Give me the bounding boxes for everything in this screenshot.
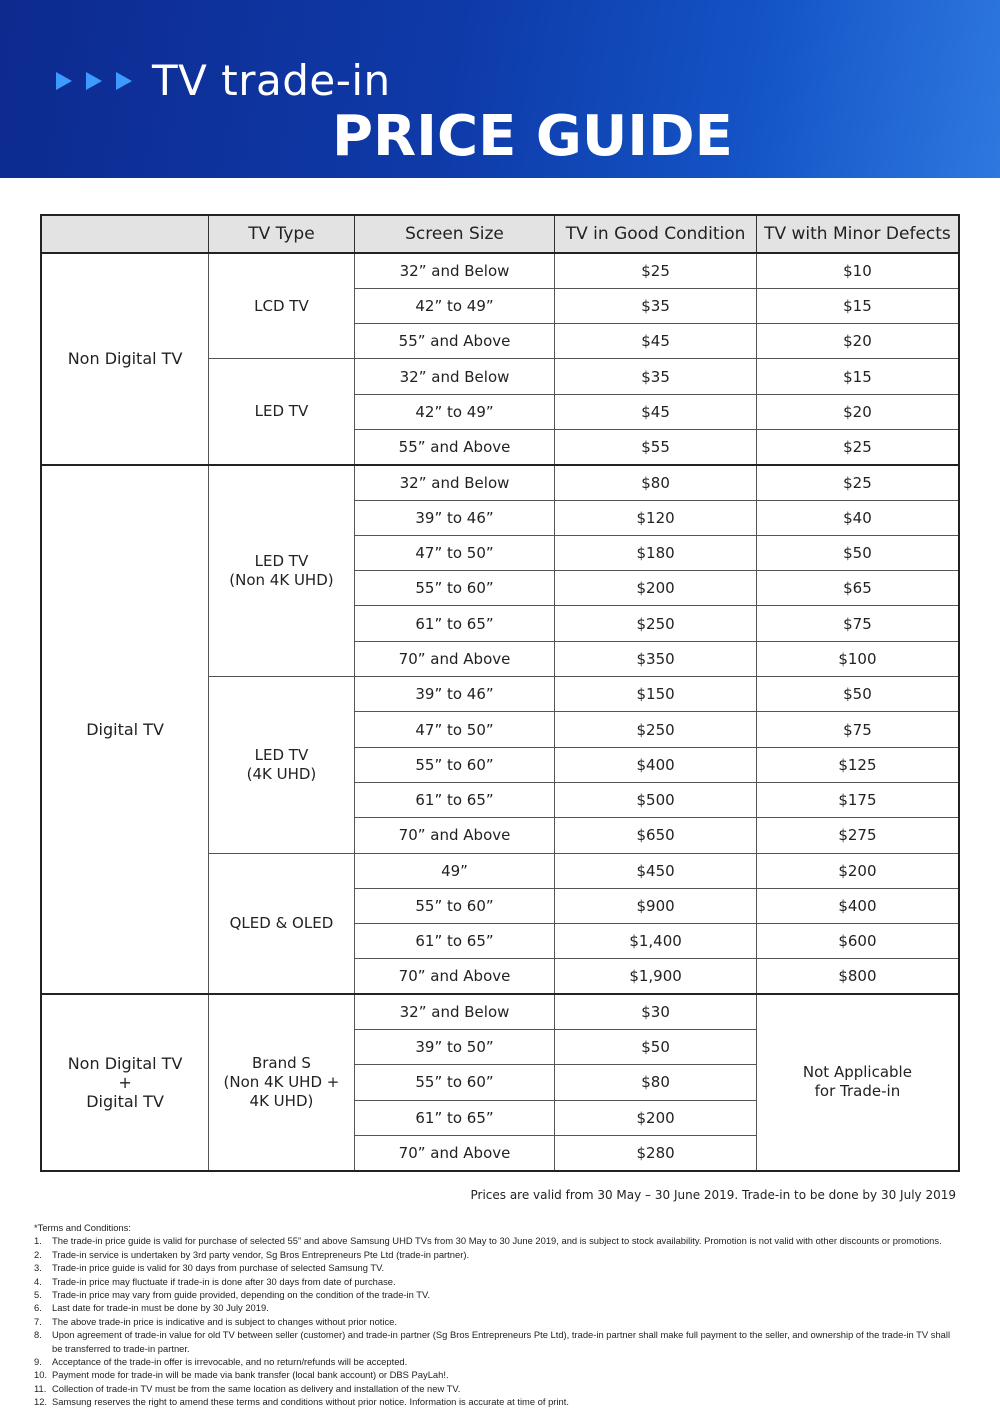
tv-type-cell: QLED & OLED <box>209 853 355 994</box>
good-condition-price-cell: $500 <box>555 782 757 817</box>
terms-item-text: Upon agreement of trade-in value for old TV between seller (customer) and trade-in partner (Sg Bros Entrepreneurs Pte Ltd), trade-in partner shall make full payment to the seller, and ownership of the trade-in TV shall be transferred to trade-in partner. <box>52 1329 951 1354</box>
minor-defects-price-cell: $50 <box>756 535 959 570</box>
good-condition-price-cell: $400 <box>555 747 757 782</box>
minor-defects-price-cell: $125 <box>756 747 959 782</box>
screen-size-cell: 61” to 65” <box>354 782 555 817</box>
terms-item-text: Trade-in price guide is valid for 30 days from purchase of selected Samsung TV. <box>52 1262 385 1274</box>
page-title: PRICE GUIDE <box>332 104 733 169</box>
terms-item-number: 3. <box>34 1262 42 1274</box>
minor-defects-price-cell: $10 <box>756 253 959 288</box>
price-table-body <box>41 253 959 1171</box>
terms-item-number: 7. <box>34 1315 42 1327</box>
screen-size-cell: 32” and Below <box>354 465 555 500</box>
minor-defects-price-cell: $400 <box>756 888 959 923</box>
table-row <box>41 253 959 288</box>
screen-size-cell: 55” to 60” <box>354 1065 555 1100</box>
screen-size-cell: 70” and Above <box>354 959 555 994</box>
good-condition-price-cell: $180 <box>555 535 757 570</box>
screen-size-cell: 55” and Above <box>354 429 555 464</box>
good-condition-price-cell: $450 <box>555 853 757 888</box>
table-row <box>41 465 959 500</box>
minor-defects-price-cell: $275 <box>756 818 959 853</box>
minor-defects-price-cell: $175 <box>756 782 959 817</box>
good-condition-price-cell: $50 <box>555 1030 757 1065</box>
good-condition-price-cell: $45 <box>555 324 757 359</box>
good-condition-price-cell: $200 <box>555 571 757 606</box>
header-subtitle: TV trade-in <box>152 56 391 105</box>
good-condition-price-cell: $25 <box>555 253 757 288</box>
good-condition-price-cell: $80 <box>555 465 757 500</box>
minor-defects-price-cell: $20 <box>756 324 959 359</box>
screen-size-cell: 61” to 65” <box>354 924 555 959</box>
minor-defects-price-cell: $40 <box>756 500 959 535</box>
terms-item-number: 12. <box>34 1396 48 1408</box>
column-header-tv-type: TV Type <box>209 215 355 253</box>
terms-item <box>34 1355 954 1368</box>
screen-size-cell: 55” to 60” <box>354 888 555 923</box>
price-table <box>40 214 960 1172</box>
header-banner <box>0 0 1000 178</box>
terms-item-text: Trade-in price may fluctuate if trade-in is done after 30 days from date of purchase. <box>52 1275 396 1287</box>
play-arrow-icon <box>116 72 132 90</box>
column-header-minor-defects: TV with Minor Defects <box>756 215 959 253</box>
good-condition-price-cell: $250 <box>555 712 757 747</box>
minor-defects-price-cell: $15 <box>756 359 959 394</box>
good-condition-price-cell: $45 <box>555 394 757 429</box>
minor-defects-price-cell: $800 <box>756 959 959 994</box>
good-condition-price-cell: $80 <box>555 1065 757 1100</box>
screen-size-cell: 42” to 49” <box>354 288 555 323</box>
minor-defects-price-cell: $75 <box>756 712 959 747</box>
column-header-category <box>41 215 209 253</box>
terms-item-text: Payment mode for trade-in will be made via bank transfer (local bank account) or DBS PayLah!. <box>52 1369 449 1381</box>
category-cell: Digital TV <box>41 465 209 994</box>
good-condition-price-cell: $150 <box>555 677 757 712</box>
terms-item <box>34 1368 954 1381</box>
terms-heading: *Terms and Conditions: <box>34 1222 131 1233</box>
minor-defects-price-cell: $50 <box>756 677 959 712</box>
screen-size-cell: 70” and Above <box>354 818 555 853</box>
terms-and-conditions <box>34 1221 954 1409</box>
terms-item-number: 4. <box>34 1275 42 1287</box>
terms-item-text: Acceptance of the trade-in offer is irrevocable, and no return/refunds will be accepted. <box>52 1356 408 1368</box>
price-table-wrapper <box>40 214 960 1172</box>
screen-size-cell: 55” to 60” <box>354 747 555 782</box>
good-condition-price-cell: $350 <box>555 641 757 676</box>
terms-item-text: The trade-in price guide is valid for purchase of selected 55” and above Samsung UHD TVs from 30 May to 30 June 2019, and is subject to stock availability. Promotion is not valid with other discounts or promotions. <box>52 1235 942 1247</box>
terms-item-text: Trade-in price may vary from guide provided, depending on the condition of the trade-in TV. <box>52 1289 430 1301</box>
tv-type-cell: LED TV <box>209 359 355 465</box>
screen-size-cell: 49” <box>354 853 555 888</box>
minor-defects-price-cell: $200 <box>756 853 959 888</box>
minor-defects-price-cell: $20 <box>756 394 959 429</box>
screen-size-cell: 70” and Above <box>354 641 555 676</box>
tv-type-cell: LED TV (Non 4K UHD) <box>209 465 355 677</box>
good-condition-price-cell: $55 <box>555 429 757 464</box>
play-arrow-icon <box>56 72 72 90</box>
arrows-decoration <box>56 72 132 90</box>
screen-size-cell: 39” to 50” <box>354 1030 555 1065</box>
terms-item-number: 6. <box>34 1302 42 1314</box>
minor-defects-price-cell: $75 <box>756 606 959 641</box>
terms-item <box>34 1275 954 1288</box>
terms-item-number: 2. <box>34 1248 42 1260</box>
good-condition-price-cell: $120 <box>555 500 757 535</box>
terms-item <box>34 1301 954 1314</box>
screen-size-cell: 61” to 65” <box>354 606 555 641</box>
terms-item <box>34 1248 954 1261</box>
tv-type-cell: LCD TV <box>209 253 355 359</box>
minor-defects-price-cell: $65 <box>756 571 959 606</box>
minor-defects-price-cell: $25 <box>756 465 959 500</box>
screen-size-cell: 55” to 60” <box>354 571 555 606</box>
tv-type-cell: Brand S (Non 4K UHD + 4K UHD) <box>209 994 355 1170</box>
good-condition-price-cell: $35 <box>555 359 757 394</box>
terms-item <box>34 1328 954 1355</box>
minor-defects-price-cell: $25 <box>756 429 959 464</box>
table-header-row <box>41 215 959 253</box>
good-condition-price-cell: $250 <box>555 606 757 641</box>
good-condition-price-cell: $1,900 <box>555 959 757 994</box>
table-row <box>41 994 959 1029</box>
screen-size-cell: 32” and Below <box>354 994 555 1029</box>
good-condition-price-cell: $650 <box>555 818 757 853</box>
terms-item-number: 11. <box>34 1382 47 1394</box>
screen-size-cell: 42” to 49” <box>354 394 555 429</box>
screen-size-cell: 39” to 46” <box>354 500 555 535</box>
good-condition-price-cell: $35 <box>555 288 757 323</box>
terms-item <box>34 1261 954 1274</box>
column-header-screen-size: Screen Size <box>354 215 555 253</box>
screen-size-cell: 55” and Above <box>354 324 555 359</box>
good-condition-price-cell: $200 <box>555 1100 757 1135</box>
terms-item-text: Last date for trade-in must be done by 30 July 2019. <box>52 1302 269 1314</box>
tv-type-cell: LED TV (4K UHD) <box>209 677 355 853</box>
screen-size-cell: 47” to 50” <box>354 535 555 570</box>
column-header-good-condition: TV in Good Condition <box>555 215 757 253</box>
terms-item <box>34 1288 954 1301</box>
terms-item <box>34 1395 954 1408</box>
terms-item-number: 9. <box>34 1356 42 1368</box>
screen-size-cell: 39” to 46” <box>354 677 555 712</box>
good-condition-price-cell: $900 <box>555 888 757 923</box>
validity-note: Prices are valid from 30 May – 30 June 2019. Trade-in to be done by 30 July 2019 <box>470 1188 956 1202</box>
category-cell: Non Digital TV <box>41 253 209 465</box>
good-condition-price-cell: $30 <box>555 994 757 1029</box>
terms-item-text: Trade-in service is undertaken by 3rd party vendor, Sg Bros Entrepreneurs Pte Ltd (trade-in partner). <box>52 1248 470 1260</box>
good-condition-price-cell: $280 <box>555 1135 757 1170</box>
screen-size-cell: 32” and Below <box>354 359 555 394</box>
screen-size-cell: 70” and Above <box>354 1135 555 1170</box>
category-cell: Non Digital TV + Digital TV <box>41 994 209 1170</box>
terms-item-text: The above trade-in price is indicative and is subject to changes without prior notice. <box>52 1315 397 1327</box>
minor-defects-price-cell: $100 <box>756 641 959 676</box>
terms-item-number: 8. <box>34 1329 42 1341</box>
not-applicable-cell: Not Applicable for Trade-in <box>756 994 959 1170</box>
terms-item-number: 5. <box>34 1289 42 1301</box>
terms-item <box>34 1382 954 1395</box>
play-arrow-icon <box>86 72 102 90</box>
screen-size-cell: 47” to 50” <box>354 712 555 747</box>
terms-item <box>34 1315 954 1328</box>
terms-list <box>34 1234 954 1408</box>
terms-item-text: Samsung reserves the right to amend these terms and conditions without prior notice. Information is accurate at time of print. <box>52 1396 569 1408</box>
terms-item-text: Collection of trade-in TV must be from the same location as delivery and installation of the new TV. <box>52 1382 461 1394</box>
minor-defects-price-cell: $15 <box>756 288 959 323</box>
terms-item-number: 1. <box>34 1235 42 1247</box>
good-condition-price-cell: $1,400 <box>555 924 757 959</box>
screen-size-cell: 61” to 65” <box>354 1100 555 1135</box>
screen-size-cell: 32” and Below <box>354 253 555 288</box>
minor-defects-price-cell: $600 <box>756 924 959 959</box>
terms-item-number: 10. <box>34 1369 48 1381</box>
terms-item <box>34 1234 954 1247</box>
